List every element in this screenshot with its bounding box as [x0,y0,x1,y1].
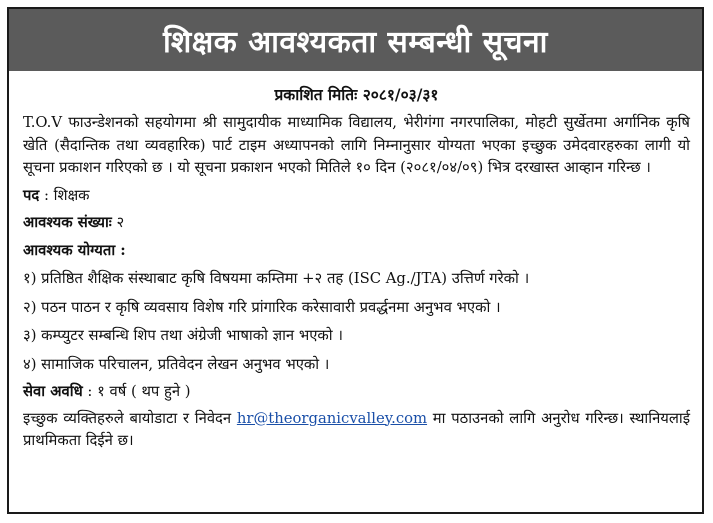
duration-value: : १ वर्ष ( थप हुने ) [87,383,191,400]
list-item: ४) सामाजिक परिचालन, प्रतिवेदन लेखन अनुभव भएको । [23,355,330,373]
count-label: आवश्यक संख्याः [23,214,112,231]
count-field [23,212,690,235]
duration-field [23,381,690,404]
notice-title: शिक्षक आवश्यकता सम्बन्धी सूचना [9,9,702,71]
publish-date-line [23,83,690,105]
qualification-list [23,268,690,376]
apply-text-before: इच्छुक व्यक्तिहरुले बायोडाटा र निवेदन [23,409,237,427]
publish-date-label: प्रकाशित मितिः [274,85,358,104]
apply-text-after: मा पठाउनको लागि अनुरोध गरिन्छ। स्थानियलाई प्राथमिकता दिईने छ। [23,409,690,449]
email-link[interactable]: hr@theorganicvalley.com [236,409,428,427]
qualification-label: आवश्यक योग्यता : [23,241,126,259]
list-item: ३) कम्प्युटर सम्बन्धि शिप तथा अंग्रेजी भाषाको ज्ञान भएको । [23,327,343,344]
list-item: २) पठन पाठन र कृषि व्यवसाय विशेष गरि प्रांगारिक करेसावारी प्रवर्द्धनमा अनुभव भएको । [23,298,501,316]
apply-paragraph [23,408,690,453]
list-item: १) प्रतिष्ठित शैक्षिक संस्थाबाट कृषि विषयमा कम्तिमा +२ तह (ISC Ag./JTA) उत्तिर्ण गरेको । [23,270,530,287]
duration-label: सेवा अवधि [23,383,83,400]
publish-date: २०८१/०३/३१ [362,85,439,104]
notice-frame [7,7,704,514]
position-label: पद [23,186,40,204]
position-field [23,185,690,208]
notice-body [23,83,690,457]
count-value: २ [116,214,125,231]
position-value: : शिक्षक [43,186,90,204]
qualification-heading [23,240,690,263]
intro-paragraph: T.O.V फाउन्डेशनको सहयोगमा श्री सामुदायीक माध्यामिक विद्यालय, भेरीगंगा नगरपालिका, मोहटी सुर्खेतमा अर्गानिक कृषि खेति (सैदान्तिक तथा व्यवहारिक) पार्ट टाइम अध्यापनको लागि निम्नानुसार योग्यता भएका इच्छुक उमेदवारहरुका लागी यो सूचना प्रकाशन गरिएको छ । यो सूचना प्रकाशन भएको मितिले १० दिन (२०८१/०४/०९) भित्र दरखास्त आव्हान गरिन्छ । [23,114,690,176]
